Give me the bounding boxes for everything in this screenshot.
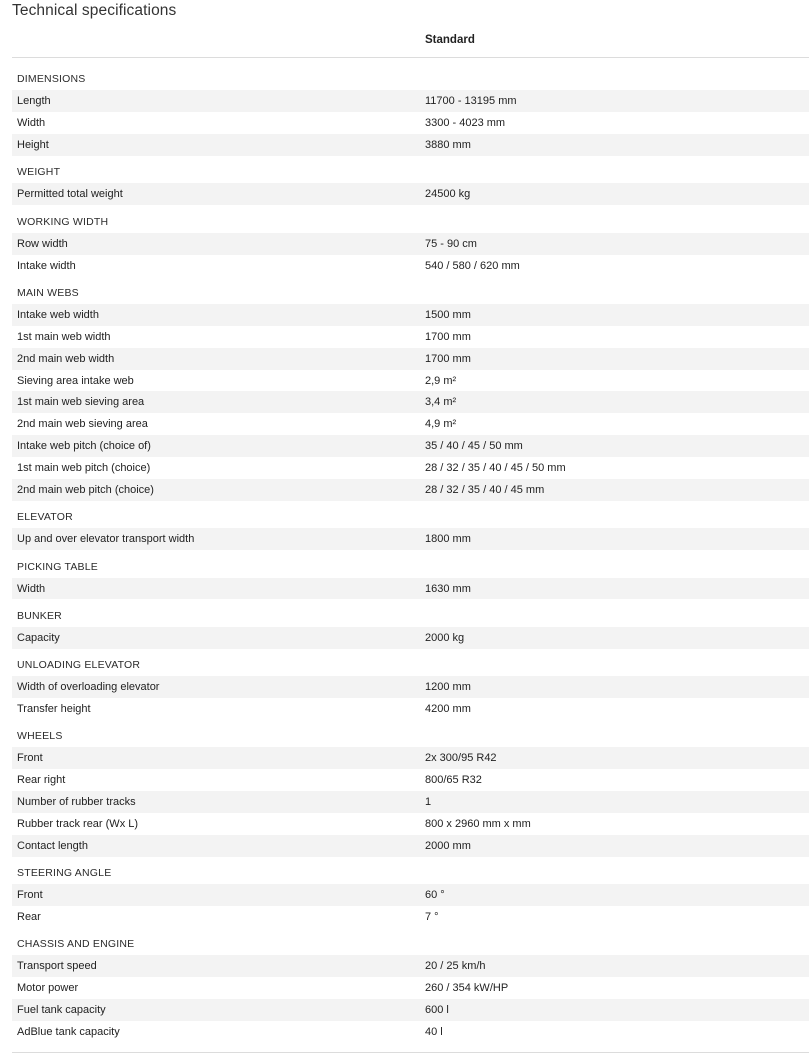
spec-name: 2nd main web pitch (choice)	[17, 483, 154, 496]
spec-row	[12, 528, 809, 550]
spec-name: Rubber track rear (Wx L)	[17, 817, 139, 830]
spec-name: Front	[17, 752, 43, 765]
section-header	[12, 857, 809, 884]
spec-name: Number of rubber tracks	[17, 796, 136, 809]
spec-name: 1st main web sieving area	[17, 396, 145, 409]
spec-name: Contact length	[17, 839, 88, 852]
spec-row	[12, 134, 809, 156]
spec-value: 800/65 R32	[425, 774, 482, 787]
spec-row	[12, 112, 809, 134]
section-title: WEIGHT	[17, 166, 61, 179]
spec-value: 800 x 2960 mm x mm	[425, 817, 531, 830]
section-header	[12, 156, 809, 183]
spec-value: 3300 - 4023 mm	[425, 117, 506, 130]
spec-row	[12, 304, 809, 326]
spec-name: Intake width	[17, 259, 76, 272]
spec-name: Motor power	[17, 982, 79, 995]
spec-value: 60 °	[425, 889, 445, 902]
spec-name: Front	[17, 889, 43, 902]
section-title: UNLOADING ELEVATOR	[17, 659, 141, 672]
spec-row	[12, 627, 809, 649]
page-title: Technical specifications	[12, 2, 177, 19]
spec-row	[12, 835, 809, 857]
spec-name: Rear	[17, 911, 41, 923]
spec-value: 4,9 m²	[425, 418, 457, 431]
spec-value: 4200 mm	[425, 702, 471, 715]
section-header	[12, 550, 809, 577]
column-header-standard: Standard	[425, 34, 475, 46]
spec-value: 7 °	[425, 911, 439, 923]
spec-value: 1800 mm	[425, 533, 471, 546]
spec-value: 40 l	[425, 1025, 443, 1038]
section-header	[12, 928, 809, 955]
spec-value: 1700 mm	[425, 352, 471, 365]
spec-row	[12, 90, 809, 112]
spec-row	[12, 413, 809, 435]
spec-value: 2000 mm	[425, 839, 471, 852]
spec-value: 20 / 25 km/h	[425, 960, 486, 973]
spec-row	[12, 769, 809, 791]
spec-value: 11700 - 13195 mm	[425, 95, 517, 108]
spec-name: Transport speed	[17, 960, 97, 973]
spec-row	[12, 326, 809, 348]
spec-row	[12, 457, 809, 479]
section-title: WHEELS	[17, 730, 63, 743]
bottom-divider	[12, 1052, 809, 1053]
spec-row	[12, 183, 809, 205]
spec-row	[12, 435, 809, 457]
spec-name: Length	[17, 95, 51, 108]
spec-name: Permitted total weight	[17, 188, 123, 201]
spec-value: 1200 mm	[425, 681, 471, 694]
spec-value: 28 / 32 / 35 / 40 / 45 / 50 mm	[425, 462, 566, 475]
spec-row	[12, 255, 809, 277]
spec-value: 1700 mm	[425, 330, 471, 343]
spec-row	[12, 370, 809, 392]
spec-name: AdBlue tank capacity	[17, 1025, 120, 1038]
spec-value: 2,9 m²	[425, 374, 457, 387]
spec-name: Width	[17, 582, 46, 595]
spec-value: 1630 mm	[425, 582, 471, 595]
spec-row	[12, 813, 809, 835]
section-header	[12, 63, 809, 90]
spec-row	[12, 698, 809, 720]
spec-name: 1st main web width	[17, 330, 111, 343]
spec-value: 540 / 580 / 620 mm	[425, 259, 520, 272]
section-header	[12, 501, 809, 528]
spec-value: 3880 mm	[425, 139, 471, 152]
spec-row	[12, 977, 809, 999]
spec-row	[12, 676, 809, 698]
section-header	[12, 599, 809, 626]
spec-name: Up and over elevator transport width	[17, 533, 195, 546]
section-title: CHASSIS AND ENGINE	[17, 938, 135, 951]
spec-value: 3,4 m²	[425, 396, 457, 409]
spec-value: 260 / 354 kW/HP	[425, 982, 509, 995]
spec-name: Intake web width	[17, 308, 99, 321]
spec-row	[12, 906, 809, 928]
spec-table	[12, 63, 809, 1043]
spec-row	[12, 955, 809, 977]
spec-name: Width	[17, 117, 46, 130]
spec-name: Fuel tank capacity	[17, 1004, 106, 1017]
spec-name: Intake web pitch (choice of)	[17, 440, 151, 453]
spec-value: 1500 mm	[425, 308, 471, 321]
spec-value: 35 / 40 / 45 / 50 mm	[425, 440, 523, 453]
spec-row	[12, 391, 809, 413]
spec-name: 2nd main web width	[17, 352, 115, 365]
section-header	[12, 720, 809, 747]
spec-row	[12, 747, 809, 769]
spec-row	[12, 884, 809, 906]
spec-value: 24500 kg	[425, 188, 471, 201]
spec-name: Capacity	[17, 631, 60, 644]
spec-value: 600 l	[425, 1004, 449, 1017]
spec-value: 2000 kg	[425, 631, 465, 644]
spec-value: 28 / 32 / 35 / 40 / 45 mm	[425, 483, 545, 496]
section-title: DIMENSIONS	[17, 73, 86, 86]
spec-name: 1st main web pitch (choice)	[17, 462, 151, 475]
spec-row	[12, 1021, 809, 1043]
section-header	[12, 205, 809, 232]
section-title: STEERING ANGLE	[17, 867, 112, 880]
spec-name: Sieving area intake web	[17, 374, 134, 387]
spec-row	[12, 479, 809, 501]
spec-name: Row width	[17, 237, 68, 250]
spec-row	[12, 348, 809, 370]
spec-value: 2x 300/95 R42	[425, 752, 497, 765]
spec-value: 75 - 90 cm	[425, 237, 477, 250]
spec-row	[12, 999, 809, 1021]
spec-value: 1	[425, 796, 432, 809]
section-title: BUNKER	[17, 609, 62, 622]
spec-name: Height	[17, 139, 49, 152]
section-title: PICKING TABLE	[17, 560, 98, 573]
section-title: MAIN WEBS	[17, 286, 79, 299]
spec-name: Rear right	[17, 774, 66, 787]
section-header	[12, 277, 809, 304]
section-title: WORKING WIDTH	[17, 215, 109, 228]
section-title: ELEVATOR	[17, 511, 73, 524]
spec-table-header	[12, 28, 809, 58]
spec-row	[12, 233, 809, 255]
spec-row	[12, 791, 809, 813]
spec-row	[12, 578, 809, 600]
section-header	[12, 649, 809, 676]
spec-name: 2nd main web sieving area	[17, 418, 148, 431]
spec-name: Width of overloading elevator	[17, 681, 160, 694]
spec-name: Transfer height	[17, 702, 91, 715]
